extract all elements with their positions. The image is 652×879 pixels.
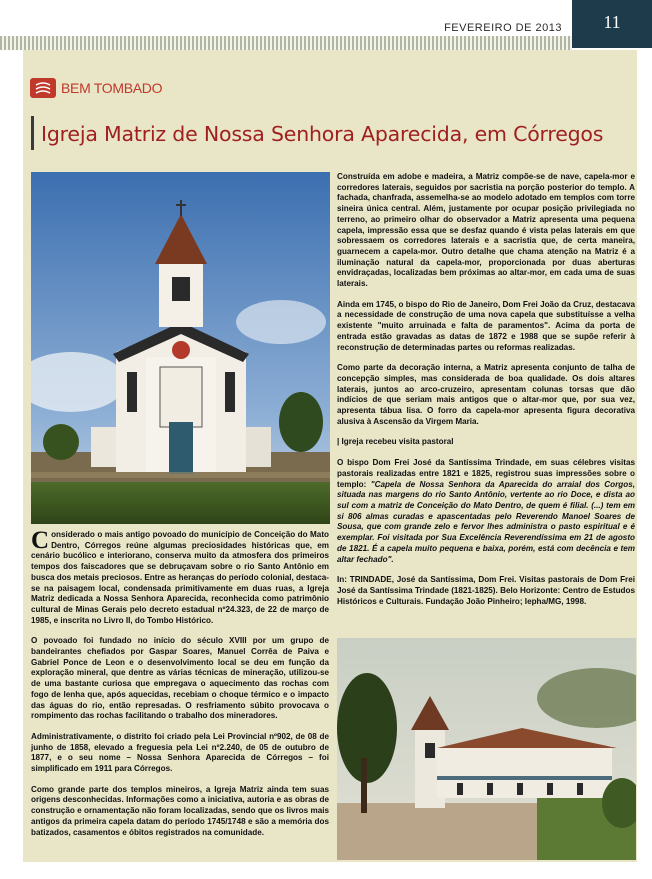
- administration-paragraph: Administrativamente, o distrito foi criado pela Lei Provincial nº902, de 08 de junho de 1858, elevado a freguesia pela Lei nº2.240, de 05 de outubro de 1877, e o seu nome – Nossa Senhora Aparecida de Córregos – foi simplificado em 1911 para Córregos.: [31, 731, 329, 774]
- page-header: [0, 0, 652, 50]
- bishop-paragraph: Ainda em 1745, o bispo do Rio de Janeiro, Dom Frei João da Cruz, destacava a necessidade de construção de uma nova capela que substituísse a velha existente "muito arruinada e falta de paramentos". Acima da porta de entrada estão gravadas as datas de 1872 e 1988 que se supõe referir à reconstrução de determinadas partes ou reformas realizadas.: [337, 299, 635, 352]
- intro-paragraph: [31, 527, 330, 626]
- cross-emblem-icon: [30, 78, 56, 98]
- construction-paragraph: Construída em adobe e madeira, a Matriz compõe-se de nave, capela-mor e corredores laterais, seguidos por sacristia na porção posterior do templo. A fachada, chanfrada, assemelha-se ao modelo adotado em templos com torre sineira única central. Além, justamente por ocupar posição privilegiada no terreno, ao primeiro olhar do observador a Matriz apresenta uma pequena capela, impressão essa que se desfaz quando é vista pelas laterais em que sobressaem os corredores laterais e a sacristia que, de certa maneira, guarnecem a capela-mor. Outro detalhe que chama atenção na Matriz é a iluminação natural da capela-mor, proporcionada por duas aberturas envidraçadas, localizadas bem próximas ao altar-mor, em cada uma de suas laterais.: [337, 172, 635, 289]
- section-brand: [30, 76, 162, 100]
- title-bar: [31, 116, 34, 150]
- section-subheading: | Igreja recebeu visita pastoral: [337, 437, 454, 447]
- church-front-photo: [31, 172, 330, 524]
- decoration-paragraph: Como parte da decoração interna, a Matriz apresenta conjunto de talha de concepção simples, mas considerada de boa qualidade. Os dois altares laterais, juntos ao arco-cruzeiro, apresentam colunas torsas que dão indícios de que seriam mais antigos que o altar-mor que, por sua vez, apresenta tábua lisa. O forro da capela-mor apresenta figura decorativa alusiva à Ascensão da Virgem Maria.: [337, 363, 635, 426]
- article-title: Igreja Matriz de Nossa Senhora Aparecida, em Córregos: [41, 122, 604, 146]
- pastoral-visit-intro: O bispo Dom Frei José da Santíssima Trindade, em suas célebres visitas pastorais realizadas entre 1821 e 1825, registrou suas impressões sobre o templo:: [337, 458, 635, 489]
- history-paragraph: O povoado foi fundado no início do século XVIII por um grupo de bandeirantes chefiados por Gaspar Soares, Manuel Corrêa de Paiva e Gabriel Ponce de Leon e o desenvolvimento local se deu em função da exploração mineral, que dentre as várias técnicas de mineração, utilizou-se de uma bastante curiosa que empregava o aquecimento das rochas com fogo de lenha que, após aquecidas, recebiam o choque térmico e o impacto das águas do rio, então represadas. O resfriamento súbito provocava o rompimento das rochas facilitando o trabalho dos mineradores.: [31, 636, 329, 721]
- drop-cap: C: [31, 527, 50, 554]
- section-name: BEM TOMBADO: [61, 80, 163, 96]
- church-side-photo: [337, 638, 636, 860]
- pastoral-visit-paragraph: [337, 458, 635, 565]
- right-column: [337, 172, 635, 617]
- article-area: [23, 50, 637, 862]
- intro-paragraph-text: onsiderado o mais antigo povoado do município de Conceição do Mato Dentro, Córregos reúne algumas preciosidades históricas que, em cenário bucólico e interiorano, conserva muito da atmosfera dos primeiros tempos dos faiscadores que se debruçavam sobre o rio Santo Antônio em busca dos metais preciosos. Entre as heranças do período colonial, destaca-se na paisagem local, condensada primitivamente em duas ruas, a Igreja Matriz dedicada a Nossa Senhora Aparecida, reconhecida como patrimônio cultural de Minas Gerais pelo decreto estadual nº24.323, de 22 de março de 1985, e inscrita no Livro II, do Tombo Histórico.: [31, 530, 330, 625]
- header-stripe: [0, 36, 572, 50]
- reference-note: In: TRINDADE, José da Santíssima, Dom Frei. Visitas pastorais de Dom Frei José da Santíssima Trindade (1821-1825). Belo Horizonte: Centro de Estudos Históricos e Culturais. Fundação João Pinheiro; Iepha/MG, 1998.: [337, 575, 635, 606]
- pastoral-visit-quote: "Capela de Nossa Senhora da Aparecida do arraial dos Corgos, situada nas margens do rio Santo Antônio, vertente ao rio Doce, e dista ao sul com a matriz de Conceição do Mato Dentro, de quem é filial. (...) tem em si 806 almas curadas e apascentadas pelo Reverendo Manoel Soares de Sousa, que com grande zelo e fervor lhes administra o pasto espiritual e é exemplar. Foi visitada por Sua Excelência Reverendíssima em 21 de agosto de 1821. É a capela muito pequena e baixa, porém, está com decência e tem altar fechado".: [337, 479, 635, 564]
- origins-paragraph: Como grande parte dos templos mineiros, a Igreja Matriz ainda tem suas origens desconhecidas. Informações como a iniciativa, autoria e as obras de construção e ornamentação não foram localizadas, sendo que os livros mais antigos da primeira capela datam do período 1745/1748 e são a memória dos batizados, casamentos e óbitos registrados na comunidade.: [31, 784, 329, 837]
- left-column: [31, 527, 330, 848]
- issue-date: FEVEREIRO DE 2013: [444, 22, 562, 34]
- page-number: 11: [572, 0, 652, 48]
